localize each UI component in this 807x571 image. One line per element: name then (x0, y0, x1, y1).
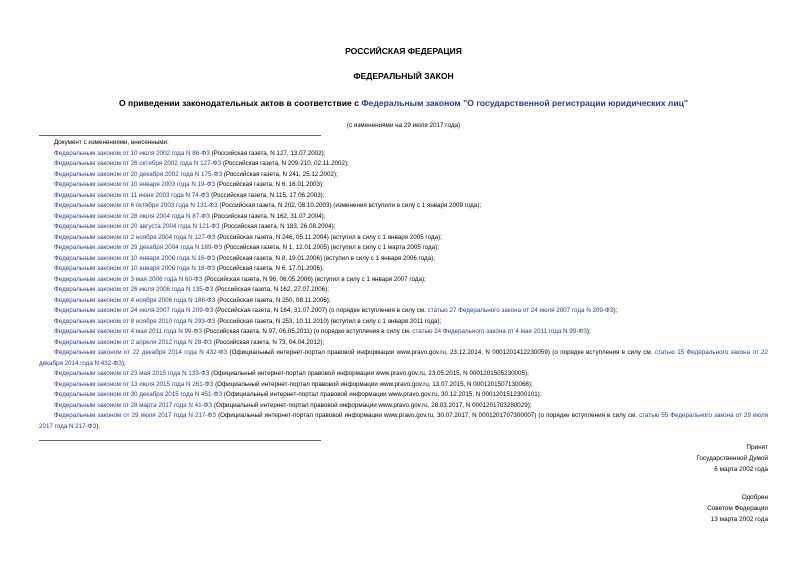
country-heading: РОССИЙСКАЯ ФЕДЕРАЦИЯ (345, 46, 462, 56)
effective-article-link[interactable]: статью 27 Федерального закона от 24 июля 2007 года N 209-ФЗ (427, 307, 614, 315)
amendment-item (39, 296, 768, 307)
amendment-item (39, 243, 768, 254)
amendments-intro: Документ с изменениями, внесенными: (54, 139, 169, 146)
amendment-source-text: (Российская газета, N 6, 17.01.2006); (215, 265, 324, 273)
effective-article-link[interactable]: статью 15 Федерального закона от 22 декабря 2014 года N 432-ФЗ (39, 349, 768, 367)
adopted-date: 6 марта 2002 года (714, 466, 768, 473)
amendment-source-text: (Российская газета, N 241, 25.12.2002); (222, 170, 338, 178)
amendment-source-text: (Российская газета, N 202, 08.10.2003) (изменения вступили в силу с 1 января 2009 года); (217, 202, 482, 210)
amendment-law-link[interactable]: Федеральным законом от 2 апреля 2012 года N 28-ФЗ (54, 338, 212, 346)
amendment-law-link[interactable]: Федеральным законом от 4 мая 2011 года N 99-ФЗ (54, 328, 202, 336)
amendment-law-link[interactable]: Федеральным законом от 22 декабря 2014 года N 432-ФЗ (54, 349, 228, 357)
divider-bottom (39, 440, 321, 441)
amendment-item (39, 180, 768, 191)
doc-type-heading: ФЕДЕРАЛЬНЫЙ ЗАКОН (353, 71, 454, 81)
amendment-item (39, 159, 768, 170)
amendment-source-text: (Российская газета, N 96, 06.05.2006) (вступил в силу с 1 января 2007 года); (202, 275, 426, 283)
adopted-block (568, 442, 768, 475)
amendment-source-text: (Российская газета, N 73, 04.04.2012); (211, 338, 325, 346)
amendment-item (39, 149, 768, 160)
amendment-item (39, 275, 768, 286)
amendment-closing-text: ); (613, 307, 618, 315)
amendment-item (39, 170, 768, 181)
amendment-law-link[interactable]: Федеральным законом от 2 ноября 2004 года N 127-ФЗ (54, 233, 216, 241)
amendment-source-text: (Официальный интернет-портал правовой информации www.pravo.gov.ru, 23.12.2014, N 0001201412230059) (о порядке вступления в силу см. (227, 349, 655, 357)
amendment-law-link[interactable]: Федеральным законом от 10 января 2006 года N 16-ФЗ (54, 254, 216, 262)
amendment-item (39, 306, 768, 317)
amendment-closing-text: ). (96, 422, 101, 430)
amendment-source-text: (Российская газета, N 115, 17.06.2003); (209, 191, 325, 199)
amendment-item (39, 264, 768, 275)
amendment-item (39, 401, 768, 412)
amendment-source-text: (Официальный интернет-портал правовой информации www.pravo.gov.ru, 28.03.2017, N 0001201703280029); (212, 401, 532, 409)
amendment-source-text: (Российская газета, N 162, 27.07.2006); (213, 286, 329, 294)
amendment-item (39, 285, 768, 296)
amendment-law-link[interactable]: Федеральным законом от 29 июля 2017 года N 217-ФЗ (54, 412, 217, 420)
amendment-source-text: (Официальный интернет-портал правовой информации www.pravo.gov.ru, 13.07.2015, N 0001201507130068); (213, 380, 533, 388)
amendment-item (39, 369, 768, 380)
amendment-law-link[interactable]: Федеральным законом от 29 декабря 2004 года N 189-ФЗ (54, 244, 223, 252)
amendment-law-link[interactable]: Федеральным законом от 24 июля 2007 года N 209-ФЗ (54, 307, 214, 315)
amendment-closing-text: ); (121, 359, 126, 367)
amendment-law-link[interactable]: Федеральным законом от 8 ноября 2010 года N 293-ФЗ (54, 317, 216, 325)
amendment-law-link[interactable]: Федеральным законом от 13 июля 2015 года N 261-ФЗ (54, 380, 214, 388)
law-title (0, 98, 807, 108)
amendment-law-link[interactable]: Федеральным законом от 26 октября 2002 года N 127-ФЗ (54, 160, 222, 168)
amendment-item (39, 254, 768, 265)
amendment-law-link[interactable]: Федеральным законом от 20 декабря 2002 года N 175-ФЗ (54, 170, 223, 178)
amendment-item (39, 348, 768, 369)
amendments-list (39, 149, 768, 433)
adopted-label: Принят (746, 444, 768, 451)
amendment-closing-text: ); (586, 328, 591, 336)
amendment-law-link[interactable]: Федеральным законом от 28 марта 2017 года N 41-ФЗ (54, 401, 213, 409)
amendment-item (39, 411, 768, 432)
amendment-item (39, 191, 768, 202)
divider-top (39, 135, 321, 136)
amendment-item (39, 327, 768, 338)
amendment-source-text: (Российская газета, N 6, 16.01.2003); (215, 181, 324, 189)
amendment-source-text: (Российская газета, N 183, 26.08.2004); (219, 223, 336, 231)
amendment-source-text: (Российская газета, N 209-210, 02.11.2002); (221, 160, 349, 168)
amendment-source-text: (Российская газета, N 1, 12.01.2005) (вступил в силу с 1 марта 2005 года); (222, 244, 439, 252)
amendment-source-text: (Российская газета, N 8, 19.01.2006) (вступил в силу с 1 января 2006 года); (215, 254, 435, 262)
amendment-item (39, 233, 768, 244)
approved-date: 13 марта 2002 года (710, 516, 768, 523)
amendments-block (39, 138, 768, 432)
amendment-law-link[interactable]: Федеральным законом от 10 июля 2002 года N 86-ФЗ (54, 149, 210, 157)
amendment-law-link[interactable]: Федеральным законом от 23 мая 2015 года N 133-ФЗ (54, 370, 210, 378)
amendment-item (39, 222, 768, 233)
amendment-source-text: (Российская газета, N 250, 08.11.2006); (215, 296, 331, 304)
amendment-source-text: (Российская газета, N 253, 10.11.2010) (вступил в силу с 1 января 2011 года); (215, 317, 442, 325)
amendment-source-text: (Российская газета, N 246, 05.11.2004) (вступил в силу с 1 января 2005 года); (215, 233, 442, 241)
amendment-item (39, 201, 768, 212)
amendment-source-text: (Российская газета, N 97, 06.05.2011) (о порядке вступления в силу см. (202, 328, 413, 336)
amendment-item (39, 212, 768, 223)
amendment-law-link[interactable]: Федеральным законом от 3 мая 2006 года N 60-ФЗ (54, 275, 203, 283)
amendment-item (39, 390, 768, 401)
amendment-law-link[interactable]: Федеральным законом от 4 ноября 2006 года N 188-ФЗ (54, 296, 216, 304)
amendment-law-link[interactable]: Федеральным законом от 10 января 2006 года N 18-ФЗ (54, 265, 216, 273)
amendment-law-link[interactable]: Федеральным законом от 10 января 2003 года N 19-ФЗ (54, 181, 216, 189)
effective-article-link[interactable]: статью 24 Федерального закона от 4 мая 2011 года N 99-ФЗ (412, 328, 587, 336)
amendment-source-text: (Официальный интернет-портал правовой информации www.pravo.gov.ru, 30.07.2017, N 0001201707300007) (о порядке вступления в силу см. (216, 412, 640, 420)
edition-note: (с изменениями на 29 июля 2017 года) (346, 122, 461, 129)
approved-block (568, 492, 768, 525)
approved-body: Советом Федерации (707, 505, 768, 512)
law-title-link[interactable]: Федеральным законом "О государственной регистрации юридических лиц" (361, 98, 689, 108)
amendment-item (39, 317, 768, 328)
adopted-body: Государственной Думой (696, 455, 768, 462)
amendment-source-text: (Официальный интернет-портал правовой информации www.pravo.gov.ru, 30.12.2015, N 0001201512300101); (222, 391, 542, 399)
amendment-law-link[interactable]: Федеральным законом от 26 июля 2006 года N 135-ФЗ (54, 286, 214, 294)
amendment-law-link[interactable]: Федеральным законом от 11 июня 2003 года N 74-ФЗ (54, 191, 210, 199)
amendment-law-link[interactable]: Федеральным законом от 28 июля 2004 года N 87-ФЗ (54, 212, 210, 220)
amendment-law-link[interactable]: Федеральным законом от 6 октября 2003 года N 131-ФЗ (54, 202, 218, 210)
law-title-prefix: О приведении законодательных актов в соответствие с (118, 98, 362, 108)
effective-article-link[interactable]: статью 55 Федерального закона от 29 июля 2017 года N 217-ФЗ (39, 412, 768, 430)
amendment-item (39, 338, 768, 349)
amendment-source-text: (Официальный интернет-портал правовой информации www.pravo.gov.ru, 23.05.2015, N 0001201505230005); (209, 370, 529, 378)
amendment-source-text: (Российская газета, N 164, 31.07.2007) (о порядке вступления в силу см. (213, 307, 428, 315)
amendment-law-link[interactable]: Федеральным законом от 30 декабря 2015 года N 451-ФЗ (54, 391, 223, 399)
amendment-source-text: (Российская газета, N 127, 13.07.2002); (209, 149, 326, 157)
approved-label: Одобрен (741, 494, 768, 501)
amendment-law-link[interactable]: Федеральным законом от 20 августа 2004 года N 121-ФЗ (54, 223, 220, 231)
amendment-source-text: (Российская газета, N 162, 31.07.2004); (209, 212, 326, 220)
amendment-item (39, 380, 768, 391)
